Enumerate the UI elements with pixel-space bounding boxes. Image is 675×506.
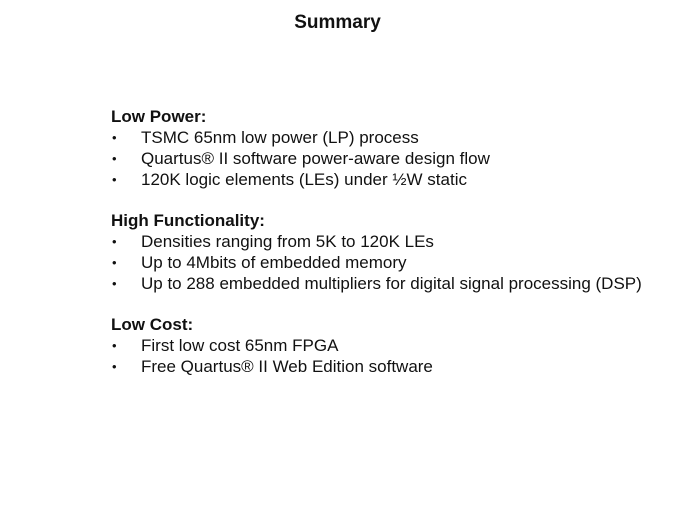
bullet-list bbox=[111, 127, 651, 190]
bullet-icon: • bbox=[112, 276, 117, 291]
section-low-cost bbox=[111, 314, 651, 377]
bullet-list bbox=[111, 231, 651, 294]
bullet-icon: • bbox=[112, 359, 117, 374]
section-high-functionality bbox=[111, 210, 651, 294]
list-item bbox=[111, 356, 651, 377]
bullet-text: Up to 4Mbits of embedded memory bbox=[141, 253, 407, 272]
list-item bbox=[111, 273, 651, 294]
section-heading: High Functionality: bbox=[111, 211, 265, 230]
bullet-text: Quartus® II software power-aware design flow bbox=[141, 149, 490, 168]
list-item bbox=[111, 231, 651, 252]
list-item bbox=[111, 169, 651, 190]
list-item bbox=[111, 148, 651, 169]
bullet-icon: • bbox=[112, 338, 117, 353]
list-item bbox=[111, 127, 651, 148]
bullet-icon: • bbox=[112, 255, 117, 270]
bullet-icon: • bbox=[112, 172, 117, 187]
slide-content bbox=[111, 106, 651, 397]
list-item bbox=[111, 252, 651, 273]
section-heading: Low Cost: bbox=[111, 315, 194, 334]
bullet-text: Densities ranging from 5K to 120K LEs bbox=[141, 232, 434, 251]
slide-title: Summary bbox=[294, 12, 381, 33]
bullet-text: Free Quartus® II Web Edition software bbox=[141, 357, 433, 376]
bullet-list bbox=[111, 335, 651, 377]
section-low-power bbox=[111, 106, 651, 190]
list-item bbox=[111, 335, 651, 356]
bullet-text: Up to 288 embedded multipliers for digital signal processing (DSP) bbox=[141, 274, 642, 293]
bullet-text: 120K logic elements (LEs) under ½W static bbox=[141, 170, 467, 189]
bullet-icon: • bbox=[112, 130, 117, 145]
bullet-text: TSMC 65nm low power (LP) process bbox=[141, 128, 419, 147]
bullet-text: First low cost 65nm FPGA bbox=[141, 336, 339, 355]
bullet-icon: • bbox=[112, 151, 117, 166]
section-heading: Low Power: bbox=[111, 107, 207, 126]
bullet-icon: • bbox=[112, 234, 117, 249]
